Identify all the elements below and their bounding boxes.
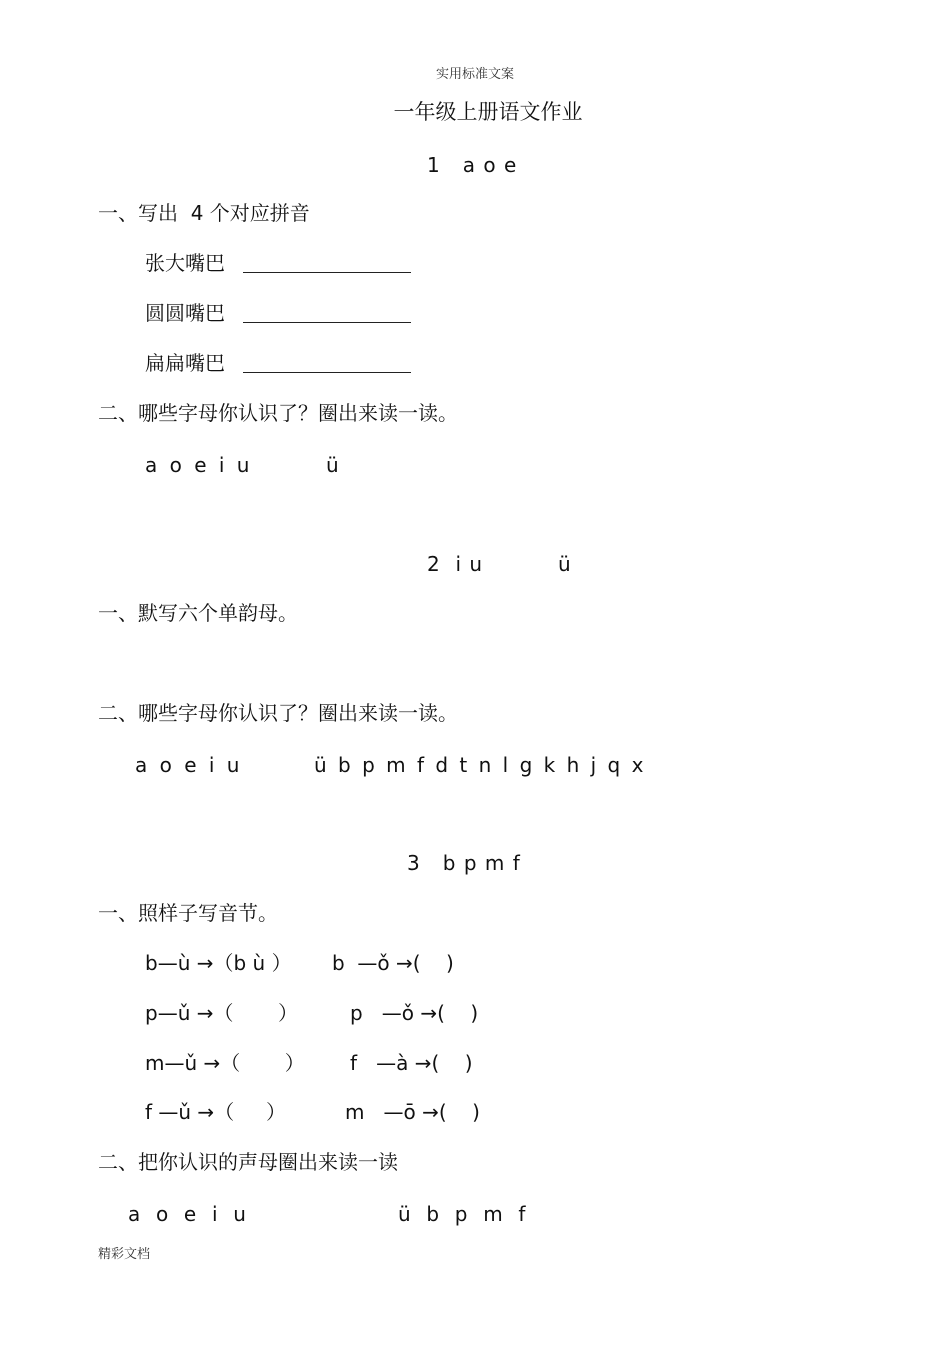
document-title: 一年级上册语文作业: [393, 100, 583, 124]
blank-label-2: 圆圆嘴巴: [145, 301, 225, 325]
lesson-1-question-1: 一、写出 4 个对应拼音: [98, 201, 310, 225]
lesson-3-question-2: 二、把你认识的声母圈出来读一读: [98, 1150, 398, 1174]
lesson-2-consonants: ü b p m f d t n l g k h j q x: [314, 753, 646, 777]
lesson-2-question-2: 二、哪些字母你认识了？圈出来读一读。: [98, 701, 458, 725]
lesson-1-question-2: 二、哪些字母你认识了？圈出来读一读。: [98, 401, 458, 425]
lesson-3-consonants: ü b p m f: [398, 1202, 527, 1226]
lesson-3-heading: 3 b p m f: [407, 851, 521, 875]
lesson-3-vowels: a o e i u: [128, 1202, 247, 1226]
lesson-1-letters: a o e i u: [145, 453, 253, 477]
blank-label-3: 扁扁嘴巴: [145, 351, 225, 375]
lesson-2-heading: 2 i u: [427, 552, 484, 576]
lesson-3-question-1: 一、照样子写音节。: [98, 901, 278, 925]
answer-blank-2[interactable]: [243, 322, 411, 323]
answer-blank-3[interactable]: [243, 372, 411, 373]
syllable-example-left: b—ù →（b ù ）: [145, 951, 292, 975]
blank-label-1: 张大嘴巴: [145, 251, 225, 275]
lesson-1-letter-u-umlaut: ü: [326, 453, 339, 477]
syllable-exercise-right-3[interactable]: f —à →( ): [350, 1051, 473, 1075]
syllable-exercise-right-1[interactable]: b —ǒ →( ): [332, 951, 454, 975]
answer-blank-1[interactable]: [243, 272, 411, 273]
syllable-exercise-left-2[interactable]: p—ǔ →（ ）: [145, 1001, 298, 1025]
lesson-1-heading: 1 a o e: [427, 153, 518, 177]
syllable-exercise-left-4[interactable]: f —ǔ →（ ）: [145, 1100, 286, 1124]
syllable-exercise-right-2[interactable]: p —ǒ →( ): [350, 1001, 479, 1025]
page-header: 实用标准文案: [435, 67, 514, 82]
lesson-2-question-1: 一、默写六个单韵母。: [98, 601, 298, 625]
lesson-2-heading-u-umlaut: ü: [558, 552, 572, 576]
page-footer: 精彩文档: [98, 1247, 151, 1262]
syllable-exercise-right-4[interactable]: m —ō →( ): [345, 1100, 480, 1124]
lesson-2-vowels: a o e i u: [135, 753, 243, 777]
syllable-exercise-left-3[interactable]: m—ǔ →（ ）: [145, 1051, 305, 1075]
